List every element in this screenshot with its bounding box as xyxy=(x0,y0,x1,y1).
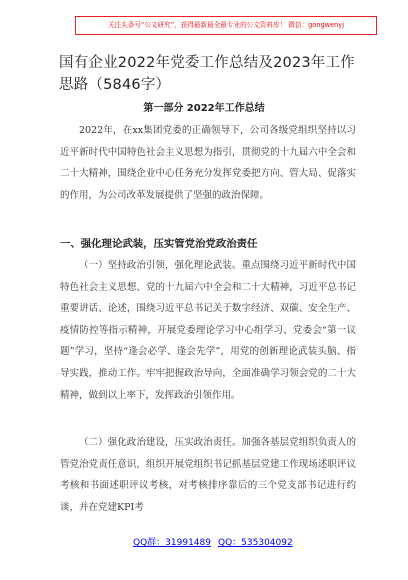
header-banner: 关注头条号“公文研究”，获得最新最全最专业的公文资料库！ 微信：gongwenyj xyxy=(75,16,377,35)
intro-paragraph: 2022年，在xx集团党委的正确领导下，公司各级党组织坚持以习近平新时代中国特色社会主义思想为指引，贯彻党的十九届六中全会和二十大精神，围绕企业中心任务充分发挥党委把方向、管大局、促落实的作用，为公司改革发展提供了坚强的政治保障。 xyxy=(60,125,356,201)
footer xyxy=(0,535,408,549)
item-one-paragraph: （一）坚持政治引领，强化理论武装。重点围绕习近平新时代中国特色社会主义思想、党的十九届六中全会和二十大精神，习近平总书记重要讲话、论述，围绕习近平总书记关于数字经济、双碳、安全生产、疫情防控等指示精神，开展党委理论学习中心组学习、党委会“第一议题”学习，坚持“逢会必学、逢会先学”，用党的创新理论武装头脑、指导实践，推动工作。牢牢把握政治导向，全面准确学习领会党的二十大精神，做到以上率下，发挥政治引领作用。 xyxy=(60,260,356,401)
section-heading: 一、强化理论武装，压实管党治党政治责任 xyxy=(60,238,258,250)
qq-group-link[interactable]: QQ群：31991489 xyxy=(133,538,211,548)
qq-contact-link[interactable]: QQ：535304092 xyxy=(218,538,293,548)
item-two-paragraph: （二）强化政治建设，压实政治责任。加强各基层党组织负责人的管党治党责任意识，组织开展党组织书记抓基层党建工作现场述职评议考核和书面述职评议考核，对考核排序靠后的三个党支部书记进行约谈，并在党建KPI考 xyxy=(60,437,356,513)
part-heading: 第一部分 2022年工作总结 xyxy=(143,103,265,114)
document-title: 国有企业2022年党委工作总结及2023年工作思路（5846字） xyxy=(59,55,355,93)
